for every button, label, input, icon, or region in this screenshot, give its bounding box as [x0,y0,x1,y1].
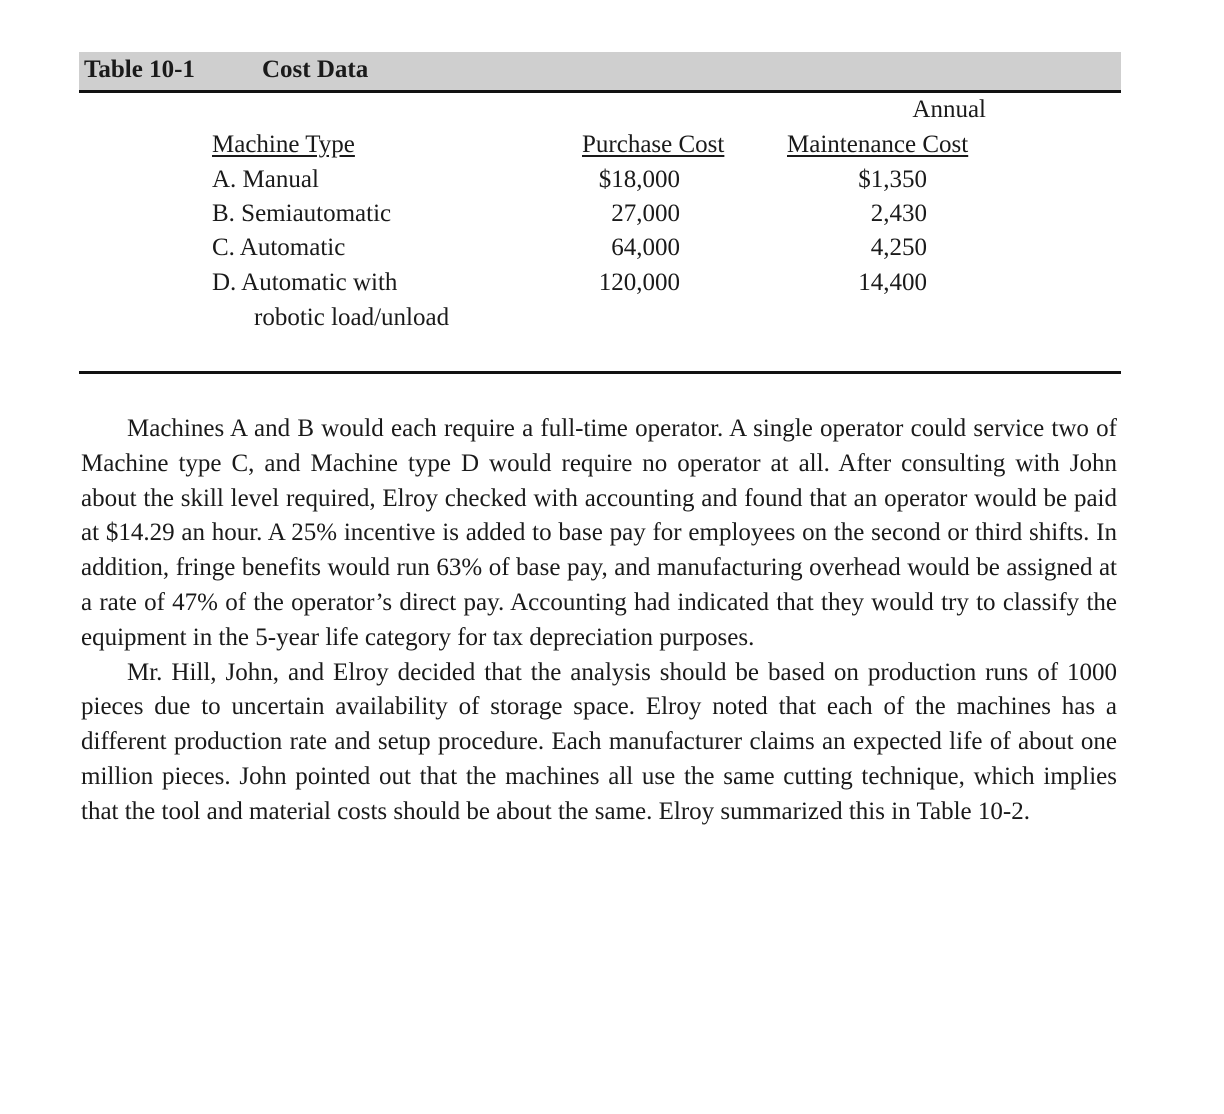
row-d-machine-continued: robotic load/unload [254,304,450,331]
row-c-maintenance: 4,250 [870,234,927,261]
paragraph: Machines A and B would each require a full-time operator. A single operator could service two of Machine type C, and Machine type D would require no operator at all. After consulting with John about the skill level required, Elroy checked with accounting and found that an operator would be paid at $14.29 an hour. A 25% incentive is added to base pay for employees on the second or third shifts. In addition, fringe benefits would run 63% of base pay, and manufacturing overhead would be assigned at a rate of 47% of the operator’s direct pay. Accounting had indicated that they would try to classify the equipment in the 5-year life category for tax depreciation purposes. [81,415,1117,651]
table-bottom-rule [79,371,1121,374]
row-c-machine: C. Automatic [212,234,346,261]
table-title: Cost Data [262,56,369,83]
row-a-purchase: $18,000 [598,166,680,193]
body-text [81,412,1117,830]
table-header-bar [79,52,1121,93]
table-number: Table 10-1 [84,56,195,83]
header-maintenance-line2: Maintenance Cost [787,131,969,158]
header-purchase-cost: Purchase Cost [582,131,725,158]
header-maintenance-line1: Annual [912,96,986,123]
row-a-machine: A. Manual [212,166,319,193]
row-d-maintenance: 14,400 [858,269,927,296]
row-a-maintenance: $1,350 [858,166,927,193]
row-b-maintenance: 2,430 [870,200,927,227]
row-d-purchase: 120,000 [598,269,680,296]
header-machine-type: Machine Type [212,131,355,158]
row-d-machine: D. Automatic with [212,269,398,296]
row-b-machine: B. Semiautomatic [212,200,392,227]
row-c-purchase: 64,000 [611,234,680,261]
paragraph: Mr. Hill, John, and Elroy decided that the analysis should be based on production runs of 1000 pieces due to uncertain availability of storage space. Elroy noted that each of the machines has a different production rate and setup procedure. Each manufacturer claims an expected life of about one million pieces. John pointed out that the machines all use the same cutting technique, which implies that the tool and material costs should be about the same. Elroy summarized this in Table 10-2. [81,658,1117,825]
row-b-purchase: 27,000 [611,200,680,227]
